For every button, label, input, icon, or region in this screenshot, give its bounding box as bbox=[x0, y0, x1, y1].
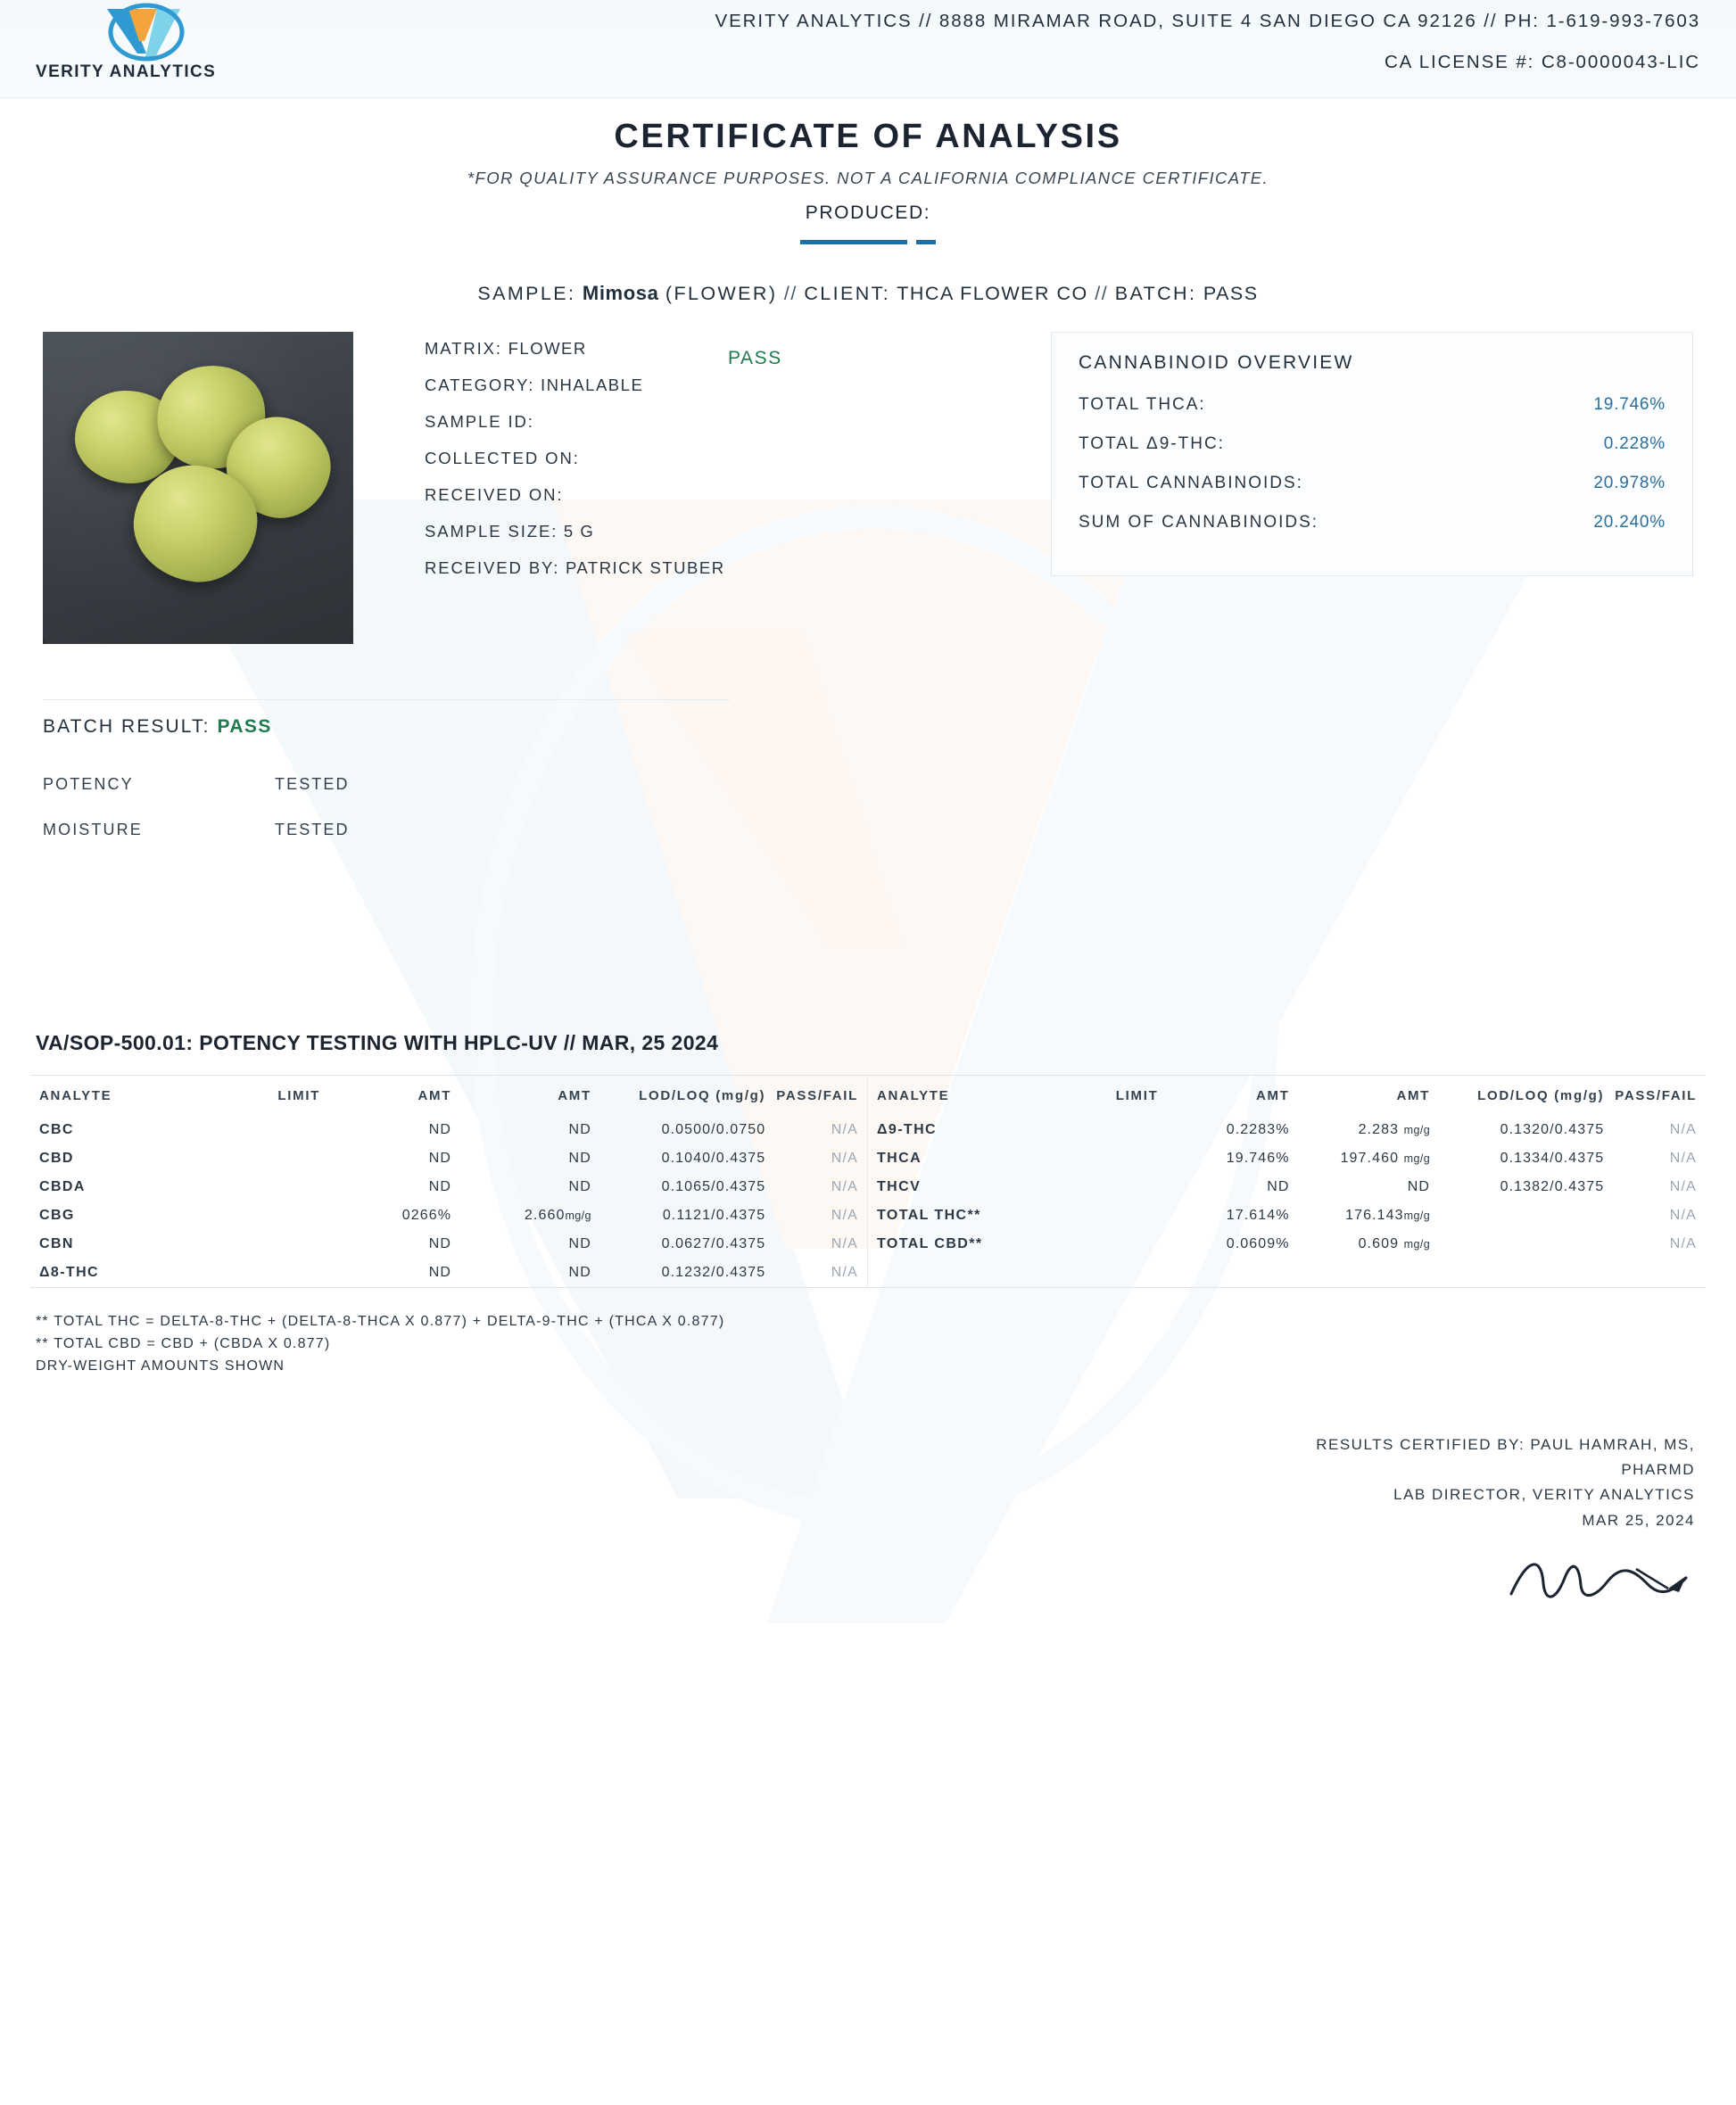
amt-value: 176.143 bbox=[1345, 1208, 1404, 1223]
col-header-amt-mgg: AMT bbox=[1396, 1088, 1431, 1103]
sample-info-row bbox=[0, 332, 1736, 644]
table-header-row bbox=[868, 1076, 1706, 1116]
cell-passfail: N/A bbox=[1669, 1208, 1697, 1223]
table-head bbox=[30, 1076, 867, 1116]
overview-value: 19.746% bbox=[1593, 395, 1666, 414]
signature-icon bbox=[1502, 1542, 1699, 1614]
cell-analyte: THCA bbox=[877, 1151, 922, 1166]
cell-amt-pct: ND bbox=[428, 1179, 452, 1194]
table-body bbox=[30, 1116, 867, 1287]
cell-amt-mgg bbox=[457, 1201, 597, 1230]
divider-segment-long bbox=[800, 240, 907, 244]
cell-lodloq: 0.1382/0.4375 bbox=[1500, 1179, 1605, 1194]
cell-lodloq: 0.1320/0.4375 bbox=[1500, 1122, 1605, 1137]
cell-passfail: N/A bbox=[1669, 1122, 1697, 1137]
batch-test-row bbox=[43, 775, 730, 794]
meta-row bbox=[425, 558, 1024, 578]
produced-label: PRODUCED: bbox=[805, 202, 931, 223]
cell-limit bbox=[211, 1230, 326, 1259]
meta-key: SAMPLE ID: bbox=[425, 412, 534, 431]
cell-passfail: N/A bbox=[831, 1265, 858, 1280]
cell-lodloq: 0.1334/0.4375 bbox=[1500, 1151, 1605, 1166]
table-row bbox=[30, 1173, 867, 1201]
title-divider bbox=[0, 240, 1736, 244]
overview-row bbox=[1079, 513, 1666, 532]
cell-lodloq: 0.1065/0.4375 bbox=[661, 1179, 766, 1194]
col-header-amt-pct: AMT bbox=[1255, 1088, 1290, 1103]
meta-row bbox=[425, 412, 1024, 432]
cell-amt-mgg bbox=[1295, 1201, 1435, 1230]
meta-row bbox=[425, 376, 1024, 395]
cell-amt-mgg bbox=[1295, 1144, 1435, 1173]
overview-key: TOTAL CANNABINOIDS: bbox=[1079, 474, 1303, 492]
batch-result-value: PASS bbox=[217, 716, 272, 737]
cell-analyte: TOTAL CBD** bbox=[877, 1236, 983, 1251]
cell-amt-pct: 0.2283% bbox=[1226, 1122, 1290, 1137]
col-header-amt-mgg: AMT bbox=[558, 1088, 591, 1103]
amt-value: ND bbox=[568, 1122, 591, 1137]
col-header-analyte: ANALYTE bbox=[39, 1088, 112, 1103]
meta-key: COLLECTED ON: bbox=[425, 449, 580, 467]
meta-row bbox=[425, 485, 1024, 505]
cell-limit bbox=[211, 1201, 326, 1230]
table-head bbox=[868, 1076, 1706, 1116]
overview-key: SUM OF CANNABINOIDS: bbox=[1079, 513, 1319, 532]
client-value: THCA FLOWER CO bbox=[897, 283, 1088, 304]
meta-key: CATEGORY: bbox=[425, 376, 535, 394]
title-zone bbox=[0, 98, 1736, 244]
certified-by: RESULTS CERTIFIED BY: PAUL HAMRAH, MS, bbox=[1316, 1436, 1695, 1454]
table-row bbox=[30, 1201, 867, 1230]
col-header-passfail: PASS/FAIL bbox=[1615, 1088, 1697, 1103]
batch-test-status: TESTED bbox=[275, 775, 350, 793]
cell-amt-pct: ND bbox=[428, 1122, 452, 1137]
disclaimer-text: *FOR QUALITY ASSURANCE PURPOSES. NOT A CALIFORNIA COMPLIANCE CERTIFICATE. bbox=[467, 169, 1269, 187]
batch-result-card bbox=[43, 699, 730, 839]
cell-analyte: Δ8-THC bbox=[39, 1265, 100, 1280]
page-title: CERTIFICATE OF ANALYSIS bbox=[614, 118, 1122, 155]
meta-value: 5 G bbox=[563, 522, 595, 541]
overview-row bbox=[1079, 474, 1666, 493]
potency-table bbox=[868, 1076, 1706, 1259]
meta-key: RECEIVED ON: bbox=[425, 485, 564, 504]
divider-segment-short bbox=[916, 240, 936, 244]
cell-analyte: CBG bbox=[39, 1208, 75, 1223]
cell-amt-mgg bbox=[457, 1173, 597, 1201]
batch-test-name: POTENCY bbox=[43, 775, 134, 793]
cell-limit bbox=[211, 1173, 326, 1201]
potency-tables bbox=[30, 1075, 1706, 1288]
overview-value: 20.978% bbox=[1593, 474, 1666, 492]
cell-lodloq bbox=[1435, 1230, 1609, 1259]
cell-amt-mgg bbox=[457, 1230, 597, 1259]
certification-block bbox=[0, 1432, 1736, 1532]
col-header-analyte: ANALYTE bbox=[877, 1088, 950, 1103]
cell-passfail: N/A bbox=[831, 1151, 858, 1166]
col-header-passfail: PASS/FAIL bbox=[776, 1088, 858, 1103]
table-body bbox=[868, 1116, 1706, 1259]
amt-value: ND bbox=[568, 1236, 591, 1251]
meta-key: SAMPLE SIZE: bbox=[425, 522, 558, 541]
cannabinoid-overview-card bbox=[1051, 332, 1693, 576]
document-header bbox=[0, 0, 1736, 98]
table-row bbox=[30, 1259, 867, 1287]
cell-amt-mgg bbox=[1295, 1116, 1435, 1144]
cell-analyte: CBDA bbox=[39, 1179, 86, 1194]
lab-license: CA LICENSE #: C8-0000043-LIC bbox=[1384, 52, 1700, 72]
cell-passfail: N/A bbox=[831, 1236, 858, 1251]
potency-table-right bbox=[868, 1076, 1706, 1287]
cell-analyte: CBN bbox=[39, 1236, 74, 1251]
potency-section-title: VA/SOP-500.01: POTENCY TESTING WITH HPLC-UV // MAR, 25 2024 bbox=[36, 1031, 719, 1054]
amt-value: 0.609 bbox=[1358, 1236, 1400, 1251]
potency-table bbox=[30, 1076, 867, 1287]
potency-table-left bbox=[30, 1076, 868, 1287]
amt-value: ND bbox=[568, 1151, 591, 1166]
cell-limit bbox=[211, 1259, 326, 1287]
overview-key: TOTAL THCA: bbox=[1079, 395, 1206, 414]
amt-value: 197.460 bbox=[1340, 1151, 1400, 1166]
cell-passfail: N/A bbox=[1669, 1151, 1697, 1166]
cell-analyte: CBD bbox=[39, 1151, 74, 1166]
batch-label: BATCH: bbox=[1114, 283, 1197, 304]
sample-summary-line bbox=[0, 282, 1736, 305]
cell-amt-pct: 0266% bbox=[401, 1208, 452, 1223]
meta-row bbox=[425, 449, 1024, 468]
overview-value: 0.228% bbox=[1603, 434, 1666, 453]
meta-row bbox=[425, 522, 1024, 541]
cell-amt-mgg bbox=[1295, 1173, 1435, 1201]
amt-unit: mg/g bbox=[1403, 1124, 1431, 1136]
table-row bbox=[30, 1230, 867, 1259]
table-row bbox=[30, 1144, 867, 1173]
brand-name: VERITY ANALYTICS bbox=[36, 62, 217, 81]
table-row bbox=[868, 1116, 1706, 1144]
cell-passfail: N/A bbox=[831, 1179, 858, 1194]
batch-test-status: TESTED bbox=[275, 821, 350, 838]
overview-row bbox=[1079, 395, 1666, 415]
signature bbox=[0, 1542, 1736, 1614]
cell-limit bbox=[1049, 1230, 1163, 1259]
overview-value: 20.240% bbox=[1593, 513, 1666, 532]
lab-contact-block bbox=[715, 11, 1701, 73]
overview-key: TOTAL Δ9-THC: bbox=[1079, 434, 1225, 453]
amt-value: ND bbox=[568, 1265, 591, 1280]
cell-passfail: N/A bbox=[831, 1208, 858, 1223]
col-header-amt-pct: AMT bbox=[417, 1088, 452, 1103]
col-header-limit: LIMIT bbox=[277, 1088, 321, 1103]
separator-1: // bbox=[783, 283, 798, 304]
cell-analyte: TOTAL THC** bbox=[877, 1208, 981, 1223]
status-badge: PASS bbox=[728, 348, 782, 368]
batch-value: PASS bbox=[1203, 283, 1259, 304]
cell-amt-pct: 0.0609% bbox=[1226, 1236, 1290, 1251]
certifier-title: LAB DIRECTOR, VERITY ANALYTICS bbox=[1393, 1486, 1695, 1504]
certification-date: MAR 25, 2024 bbox=[1582, 1511, 1695, 1529]
table-row bbox=[868, 1173, 1706, 1201]
sample-label: SAMPLE: bbox=[477, 283, 576, 304]
cell-limit bbox=[211, 1116, 326, 1144]
col-header-limit: LIMIT bbox=[1115, 1088, 1159, 1103]
cell-amt-pct: 17.614% bbox=[1226, 1208, 1290, 1223]
cell-amt-pct: ND bbox=[1267, 1179, 1290, 1194]
cell-lodloq: 0.1232/0.4375 bbox=[661, 1265, 766, 1280]
cell-amt-mgg bbox=[457, 1259, 597, 1287]
sample-name: Mimosa bbox=[582, 282, 659, 304]
cell-limit bbox=[1049, 1116, 1163, 1144]
table-header-row bbox=[30, 1076, 867, 1116]
amt-value: ND bbox=[1407, 1179, 1431, 1194]
cell-amt-pct: ND bbox=[428, 1265, 452, 1280]
cell-passfail: N/A bbox=[1669, 1236, 1697, 1251]
cell-amt-pct: 19.746% bbox=[1226, 1151, 1290, 1166]
batch-result-heading bbox=[43, 716, 730, 738]
sample-type: (FLOWER) bbox=[665, 283, 778, 304]
cell-lodloq: 0.0500/0.0750 bbox=[661, 1122, 766, 1137]
cell-analyte: Δ9-THC bbox=[877, 1122, 938, 1137]
batch-test-name: MOISTURE bbox=[43, 821, 143, 838]
footnote-total-cbd: ** TOTAL CBD = CBD + (CBDA X 0.877) bbox=[36, 1335, 331, 1351]
footnote-total-thc: ** TOTAL THC = DELTA-8-THC + (DELTA-8-THCA X 0.877) + DELTA-9-THC + (THCA X 0.877) bbox=[36, 1314, 725, 1329]
cell-limit bbox=[211, 1144, 326, 1173]
meta-key: RECEIVED BY: bbox=[425, 558, 560, 577]
col-header-lodloq: LOD/LOQ (mg/g) bbox=[1477, 1088, 1605, 1103]
lab-address: VERITY ANALYTICS // 8888 MIRAMAR ROAD, SUITE 4 SAN DIEGO CA 92126 // PH: 1-619-993-7603 bbox=[715, 11, 1700, 31]
brand-logo bbox=[36, 2, 241, 91]
meta-value: PATRICK STUBER bbox=[565, 558, 725, 577]
amt-unit: mg/g bbox=[1403, 1238, 1431, 1251]
overview-row bbox=[1079, 434, 1666, 454]
amt-value: 2.660 bbox=[524, 1208, 566, 1223]
meta-row bbox=[425, 339, 1024, 359]
meta-value: FLOWER bbox=[508, 339, 587, 358]
table-row bbox=[30, 1116, 867, 1144]
separator-2: // bbox=[1095, 283, 1109, 304]
certifier-credential: PHARMD bbox=[1621, 1461, 1695, 1479]
cell-lodloq bbox=[1435, 1201, 1609, 1230]
cell-lodloq: 0.0627/0.4375 bbox=[661, 1236, 766, 1251]
cannabinoid-overview-title: CANNABINOID OVERVIEW bbox=[1079, 352, 1354, 373]
cell-lodloq: 0.1121/0.4375 bbox=[662, 1208, 766, 1223]
potency-footnotes bbox=[36, 1311, 1736, 1377]
cell-analyte: THCV bbox=[877, 1179, 922, 1194]
cell-limit bbox=[1049, 1173, 1163, 1201]
cell-lodloq: 0.1040/0.4375 bbox=[661, 1151, 766, 1166]
meta-value: INHALABLE bbox=[540, 376, 644, 394]
verity-mark-icon bbox=[98, 2, 205, 70]
amt-unit: mg/g bbox=[1403, 1152, 1431, 1165]
cell-amt-mgg bbox=[457, 1144, 597, 1173]
cell-amt-mgg bbox=[457, 1116, 597, 1144]
glove-background bbox=[43, 332, 353, 644]
meta-key: MATRIX: bbox=[425, 339, 502, 358]
cell-passfail: N/A bbox=[1669, 1179, 1697, 1194]
cell-amt-pct: ND bbox=[428, 1151, 452, 1166]
table-row bbox=[868, 1230, 1706, 1259]
amt-unit: mg/g bbox=[565, 1209, 591, 1222]
cell-amt-pct: ND bbox=[428, 1236, 452, 1251]
table-row bbox=[868, 1201, 1706, 1230]
amt-unit: mg/g bbox=[1403, 1209, 1431, 1222]
footnote-dry-weight: DRY-WEIGHT AMOUNTS SHOWN bbox=[36, 1358, 285, 1374]
cell-limit bbox=[1049, 1201, 1163, 1230]
cell-amt-mgg bbox=[1295, 1230, 1435, 1259]
batch-result-label: BATCH RESULT: bbox=[43, 716, 211, 737]
col-header-lodloq: LOD/LOQ (mg/g) bbox=[639, 1088, 766, 1103]
table-row bbox=[868, 1144, 1706, 1173]
cell-analyte: CBC bbox=[39, 1122, 74, 1137]
amt-value: 2.283 bbox=[1358, 1122, 1400, 1137]
client-label: CLIENT: bbox=[804, 283, 891, 304]
cell-passfail: N/A bbox=[831, 1122, 858, 1137]
cell-limit bbox=[1049, 1144, 1163, 1173]
amt-value: ND bbox=[568, 1179, 591, 1194]
batch-test-row bbox=[43, 821, 730, 839]
sample-photo bbox=[43, 332, 353, 644]
sample-metadata bbox=[353, 332, 1024, 595]
